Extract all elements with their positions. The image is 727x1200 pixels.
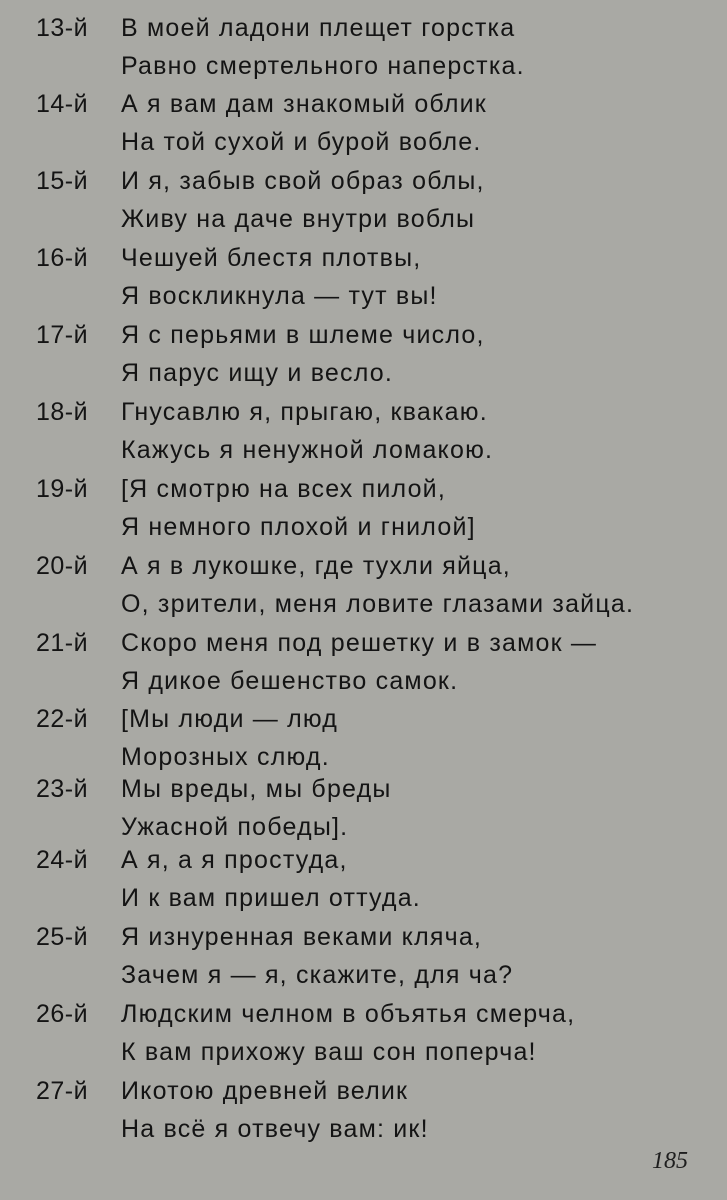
verse-number: 15-й <box>36 167 89 195</box>
verse-line: Икотою древней велик <box>121 1077 409 1105</box>
verse-line: На той сухой и бурой вобле. <box>121 128 482 156</box>
verse-line: О, зрители, меня ловите глазами зайца. <box>121 590 635 618</box>
verse <box>0 772 727 846</box>
verse-line: Морозных слюд. <box>121 743 330 771</box>
verse <box>0 472 727 546</box>
verse <box>0 920 727 994</box>
verse-number: 22-й <box>36 705 89 733</box>
verse-number: 20-й <box>36 552 89 580</box>
verse-line: Скоро меня под решетку и в замок — <box>121 629 598 657</box>
verse-line: Ужасной победы]. <box>121 813 349 841</box>
verse-line: [Мы люди — люд <box>121 705 339 733</box>
verse-number: 14-й <box>36 90 89 118</box>
verse-line: И я, забыв свой образ облы, <box>121 167 485 195</box>
verse-line: На всё я отвечу вам: ик! <box>121 1115 429 1143</box>
verse <box>0 395 727 469</box>
verse-number: 16-й <box>36 244 89 272</box>
verse <box>0 997 727 1071</box>
verse <box>0 843 727 917</box>
verse-number: 24-й <box>36 846 89 874</box>
verse <box>0 626 727 700</box>
verse <box>0 87 727 161</box>
page-number: 185 <box>652 1148 688 1174</box>
verse-line: Я немного плохой и гнилой] <box>121 513 476 541</box>
verse-line: [Я смотрю на всех пилой, <box>121 475 446 503</box>
verse-number: 26-й <box>36 1000 89 1028</box>
verse-line: И к вам пришел оттуда. <box>121 884 421 912</box>
verse <box>0 241 727 315</box>
verse-line: А я в лукошке, где тухли яйца, <box>121 552 511 580</box>
verse-number: 13-й <box>36 14 89 42</box>
verse-line: Кажусь я ненужной ломакою. <box>121 436 494 464</box>
verse-number: 21-й <box>36 629 89 657</box>
verse-number: 19-й <box>36 475 89 503</box>
verse-line: А я, а я простуда, <box>121 846 348 874</box>
verse-line: В моей ладони плещет горстка <box>121 14 516 42</box>
verse-number: 27-й <box>36 1077 89 1105</box>
verse <box>0 318 727 392</box>
verse-line: Я парус ищу и весло. <box>121 359 394 387</box>
verse <box>0 1074 727 1148</box>
verse-line: Равно смертельного наперстка. <box>121 52 525 80</box>
verse-line: Мы вреды, мы бреды <box>121 775 392 803</box>
verse <box>0 164 727 238</box>
verse-line: Живу на даче внутри воблы <box>121 205 476 233</box>
verse-line: К вам прихожу ваш сон поперча! <box>121 1038 537 1066</box>
verse-line: Людским челном в объятья смерча, <box>121 1000 576 1028</box>
verse-line: Гнусавлю я, прыгаю, квакаю. <box>121 398 488 426</box>
verse-line: Я дикое бешенство самок. <box>121 667 459 695</box>
verse-line: Я изнуренная веками кляча, <box>121 923 483 951</box>
verse-number: 18-й <box>36 398 89 426</box>
verse-number: 17-й <box>36 321 89 349</box>
verse-line: Я воскликнула — тут вы! <box>121 282 438 310</box>
verse <box>0 11 727 85</box>
verse-line: Я с перьями в шлеме число, <box>121 321 485 349</box>
verse-line: А я вам дам знакомый облик <box>121 90 487 118</box>
verse-line: Зачем я — я, скажите, для ча? <box>121 961 514 989</box>
verse-number: 23-й <box>36 775 89 803</box>
verse-number: 25-й <box>36 923 89 951</box>
verse <box>0 549 727 623</box>
verse-line: Чешуей блестя плотвы, <box>121 244 422 272</box>
verse <box>0 702 727 776</box>
